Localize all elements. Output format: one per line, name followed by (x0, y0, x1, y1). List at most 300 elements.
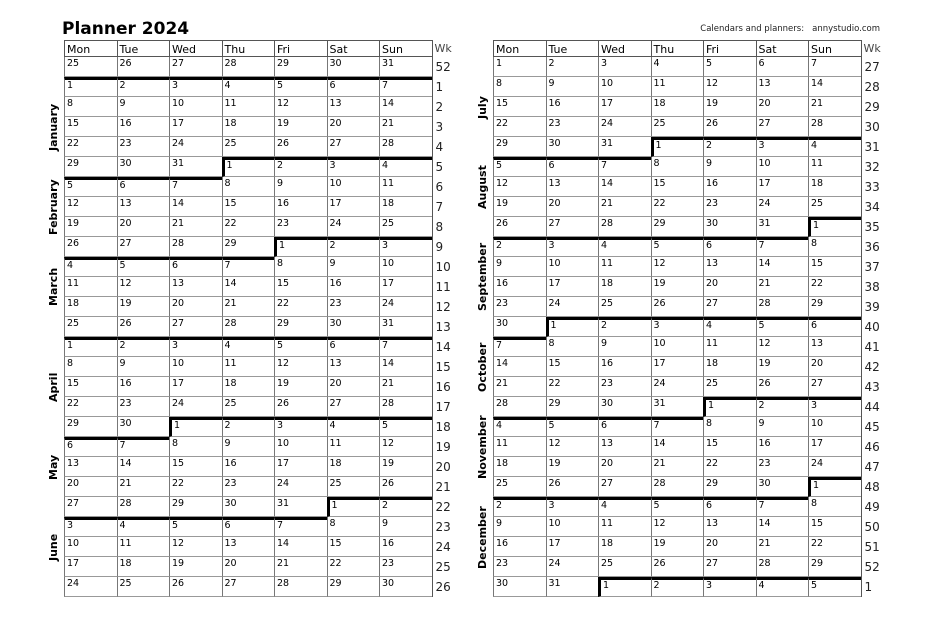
day-cell[interactable]: 22 (808, 537, 861, 557)
day-cell[interactable]: 17 (808, 437, 861, 457)
day-cell[interactable]: 5 (756, 317, 809, 337)
day-cell[interactable]: 3 (546, 237, 599, 257)
day-cell[interactable]: 19 (493, 197, 546, 217)
day-cell[interactable]: 2 (222, 417, 275, 437)
day-cell[interactable]: 28 (756, 297, 809, 317)
day-cell[interactable]: 2 (117, 337, 170, 357)
day-cell[interactable]: 27 (756, 117, 809, 137)
day-cell[interactable]: 2 (651, 577, 704, 597)
day-cell[interactable]: 1 (64, 337, 117, 357)
day-cell[interactable]: 2 (117, 77, 170, 97)
day-cell[interactable]: 21 (756, 537, 809, 557)
day-cell[interactable]: 1 (598, 577, 651, 597)
day-cell[interactable]: 27 (546, 217, 599, 237)
day-cell[interactable]: 20 (808, 357, 861, 377)
day-cell[interactable]: 21 (379, 377, 432, 397)
day-cell[interactable]: 25 (598, 297, 651, 317)
day-cell[interactable]: 1 (808, 217, 861, 237)
day-cell[interactable]: 21 (117, 477, 170, 497)
day-cell[interactable]: 14 (756, 257, 809, 277)
day-cell[interactable]: 5 (808, 577, 861, 597)
day-cell[interactable]: 6 (327, 77, 380, 97)
day-cell[interactable]: 22 (169, 477, 222, 497)
day-cell[interactable]: 22 (64, 397, 117, 417)
day-cell[interactable]: 31 (379, 317, 432, 337)
day-cell[interactable]: 24 (169, 137, 222, 157)
day-cell[interactable]: 30 (493, 317, 546, 337)
day-cell[interactable]: 22 (703, 457, 756, 477)
day-cell[interactable]: 20 (169, 297, 222, 317)
day-cell[interactable]: 6 (117, 177, 170, 197)
day-cell[interactable]: 19 (274, 117, 327, 137)
day-cell[interactable]: 24 (756, 197, 809, 217)
day-cell[interactable]: 31 (598, 137, 651, 157)
day-cell[interactable]: 23 (222, 477, 275, 497)
day-cell[interactable]: 13 (703, 257, 756, 277)
day-cell[interactable]: 9 (598, 337, 651, 357)
day-cell[interactable]: 25 (117, 577, 170, 597)
day-cell[interactable]: 27 (703, 297, 756, 317)
day-cell[interactable]: 4 (598, 237, 651, 257)
day-cell[interactable]: 7 (117, 437, 170, 457)
day-cell[interactable]: 28 (651, 477, 704, 497)
day-cell[interactable]: 18 (117, 557, 170, 577)
day-cell[interactable]: 2 (756, 397, 809, 417)
day-cell[interactable]: 7 (756, 497, 809, 517)
day-cell[interactable]: 14 (808, 77, 861, 97)
day-cell[interactable]: 10 (598, 77, 651, 97)
day-cell[interactable]: 23 (598, 377, 651, 397)
day-cell[interactable]: 4 (808, 137, 861, 157)
day-cell[interactable]: 4 (117, 517, 170, 537)
day-cell[interactable]: 5 (379, 417, 432, 437)
day-cell[interactable]: 26 (379, 477, 432, 497)
day-cell[interactable]: 8 (808, 497, 861, 517)
day-cell[interactable]: 20 (703, 537, 756, 557)
day-cell[interactable]: 23 (546, 117, 599, 137)
day-cell[interactable]: 26 (651, 297, 704, 317)
day-cell[interactable]: 12 (379, 437, 432, 457)
day-cell[interactable]: 8 (274, 257, 327, 277)
day-cell[interactable]: 10 (169, 357, 222, 377)
day-cell[interactable]: 18 (327, 457, 380, 477)
day-cell[interactable]: 27 (703, 557, 756, 577)
day-cell[interactable]: 10 (379, 257, 432, 277)
day-cell[interactable]: 10 (651, 337, 704, 357)
day-cell[interactable]: 14 (117, 457, 170, 477)
day-cell[interactable]: 12 (651, 517, 704, 537)
day-cell[interactable]: 6 (756, 57, 809, 77)
day-cell[interactable]: 8 (327, 517, 380, 537)
day-cell[interactable]: 17 (651, 357, 704, 377)
day-cell[interactable]: 30 (598, 397, 651, 417)
day-cell[interactable]: 21 (598, 197, 651, 217)
day-cell[interactable]: 6 (222, 517, 275, 537)
day-cell[interactable]: 15 (493, 97, 546, 117)
day-cell[interactable]: 13 (64, 457, 117, 477)
day-cell[interactable]: 22 (327, 557, 380, 577)
day-cell[interactable]: 10 (327, 177, 380, 197)
day-cell[interactable]: 19 (703, 97, 756, 117)
day-cell[interactable]: 24 (546, 557, 599, 577)
day-cell[interactable]: 6 (808, 317, 861, 337)
day-cell[interactable]: 27 (327, 397, 380, 417)
day-cell[interactable]: 19 (64, 217, 117, 237)
day-cell[interactable]: 21 (222, 297, 275, 317)
day-cell[interactable]: 7 (222, 257, 275, 277)
day-cell[interactable]: 7 (379, 77, 432, 97)
day-cell[interactable]: 31 (379, 57, 432, 77)
day-cell[interactable]: 28 (169, 237, 222, 257)
day-cell[interactable]: 8 (64, 97, 117, 117)
day-cell[interactable]: 11 (327, 437, 380, 457)
day-cell[interactable]: 29 (327, 577, 380, 597)
day-cell[interactable]: 24 (651, 377, 704, 397)
day-cell[interactable]: 25 (64, 317, 117, 337)
day-cell[interactable]: 28 (117, 497, 170, 517)
day-cell[interactable]: 12 (169, 537, 222, 557)
day-cell[interactable]: 16 (493, 277, 546, 297)
day-cell[interactable]: 23 (117, 137, 170, 157)
day-cell[interactable]: 17 (379, 277, 432, 297)
day-cell[interactable]: 30 (703, 217, 756, 237)
day-cell[interactable]: 27 (64, 497, 117, 517)
day-cell[interactable]: 17 (327, 197, 380, 217)
day-cell[interactable]: 2 (703, 137, 756, 157)
day-cell[interactable]: 9 (222, 437, 275, 457)
day-cell[interactable]: 17 (169, 377, 222, 397)
day-cell[interactable]: 3 (808, 397, 861, 417)
day-cell[interactable]: 24 (808, 457, 861, 477)
day-cell[interactable]: 19 (169, 557, 222, 577)
day-cell[interactable]: 16 (493, 537, 546, 557)
day-cell[interactable]: 6 (64, 437, 117, 457)
day-cell[interactable]: 2 (546, 57, 599, 77)
day-cell[interactable]: 13 (117, 197, 170, 217)
day-cell[interactable]: 13 (327, 97, 380, 117)
day-cell[interactable]: 12 (493, 177, 546, 197)
day-cell[interactable]: 22 (493, 117, 546, 137)
day-cell[interactable]: 27 (327, 137, 380, 157)
day-cell[interactable]: 9 (756, 417, 809, 437)
day-cell[interactable]: 12 (703, 77, 756, 97)
day-cell[interactable]: 23 (703, 197, 756, 217)
day-cell[interactable]: 16 (327, 277, 380, 297)
day-cell[interactable]: 31 (546, 577, 599, 597)
day-cell[interactable]: 25 (493, 477, 546, 497)
day-cell[interactable]: 7 (651, 417, 704, 437)
day-cell[interactable]: 21 (493, 377, 546, 397)
day-cell[interactable]: 28 (222, 317, 275, 337)
day-cell[interactable]: 30 (493, 577, 546, 597)
day-cell[interactable]: 9 (493, 257, 546, 277)
day-cell[interactable]: 30 (327, 317, 380, 337)
day-cell[interactable]: 11 (379, 177, 432, 197)
day-cell[interactable]: 17 (546, 277, 599, 297)
day-cell[interactable]: 2 (274, 157, 327, 177)
day-cell[interactable]: 17 (64, 557, 117, 577)
day-cell[interactable]: 20 (117, 217, 170, 237)
day-cell[interactable]: 25 (808, 197, 861, 217)
day-cell[interactable]: 19 (117, 297, 170, 317)
day-cell[interactable]: 6 (703, 497, 756, 517)
day-cell[interactable]: 26 (274, 397, 327, 417)
day-cell[interactable]: 2 (493, 497, 546, 517)
day-cell[interactable]: 8 (169, 437, 222, 457)
day-cell[interactable]: 29 (493, 137, 546, 157)
day-cell[interactable]: 15 (651, 177, 704, 197)
day-cell[interactable]: 9 (379, 517, 432, 537)
day-cell[interactable]: 14 (169, 197, 222, 217)
day-cell[interactable]: 25 (703, 377, 756, 397)
day-cell[interactable]: 19 (651, 277, 704, 297)
day-cell[interactable]: 30 (222, 497, 275, 517)
day-cell[interactable]: 18 (222, 377, 275, 397)
day-cell[interactable]: 7 (808, 57, 861, 77)
day-cell[interactable]: 30 (756, 477, 809, 497)
day-cell[interactable]: 15 (169, 457, 222, 477)
day-cell[interactable]: 5 (546, 417, 599, 437)
day-cell[interactable]: 17 (546, 537, 599, 557)
day-cell[interactable]: 26 (64, 237, 117, 257)
day-cell[interactable]: 26 (274, 137, 327, 157)
day-cell[interactable]: 20 (327, 377, 380, 397)
day-cell[interactable]: 16 (117, 377, 170, 397)
day-cell[interactable]: 16 (222, 457, 275, 477)
day-cell[interactable]: 11 (651, 77, 704, 97)
day-cell[interactable]: 8 (546, 337, 599, 357)
day-cell[interactable]: 19 (651, 537, 704, 557)
day-cell[interactable]: 10 (808, 417, 861, 437)
day-cell[interactable]: 26 (117, 317, 170, 337)
day-cell[interactable]: 23 (327, 297, 380, 317)
day-cell[interactable]: 19 (379, 457, 432, 477)
day-cell[interactable]: 7 (598, 157, 651, 177)
day-cell[interactable]: 2 (493, 237, 546, 257)
day-cell[interactable]: 25 (64, 57, 117, 77)
day-cell[interactable]: 24 (327, 217, 380, 237)
day-cell[interactable]: 29 (64, 417, 117, 437)
day-cell[interactable]: 1 (703, 397, 756, 417)
day-cell[interactable]: 3 (756, 137, 809, 157)
day-cell[interactable]: 24 (546, 297, 599, 317)
day-cell[interactable]: 21 (274, 557, 327, 577)
day-cell[interactable]: 25 (379, 217, 432, 237)
day-cell[interactable]: 3 (703, 577, 756, 597)
day-cell[interactable]: 4 (222, 337, 275, 357)
day-cell[interactable]: 17 (598, 97, 651, 117)
day-cell[interactable]: 9 (703, 157, 756, 177)
day-cell[interactable]: 5 (493, 157, 546, 177)
day-cell[interactable]: 5 (117, 257, 170, 277)
day-cell[interactable]: 15 (546, 357, 599, 377)
day-cell[interactable]: 6 (327, 337, 380, 357)
day-cell[interactable]: 21 (808, 97, 861, 117)
day-cell[interactable]: 27 (808, 377, 861, 397)
day-cell[interactable]: 16 (117, 117, 170, 137)
day-cell[interactable]: 26 (703, 117, 756, 137)
day-cell[interactable]: 25 (598, 557, 651, 577)
day-cell[interactable]: 22 (651, 197, 704, 217)
day-cell[interactable]: 26 (117, 57, 170, 77)
day-cell[interactable]: 8 (222, 177, 275, 197)
day-cell[interactable]: 28 (379, 137, 432, 157)
day-cell[interactable]: 21 (756, 277, 809, 297)
day-cell[interactable]: 8 (808, 237, 861, 257)
day-cell[interactable]: 11 (222, 97, 275, 117)
day-cell[interactable]: 30 (546, 137, 599, 157)
day-cell[interactable]: 26 (756, 377, 809, 397)
day-cell[interactable]: 10 (756, 157, 809, 177)
day-cell[interactable]: 14 (651, 437, 704, 457)
day-cell[interactable]: 25 (222, 397, 275, 417)
day-cell[interactable]: 13 (703, 517, 756, 537)
day-cell[interactable]: 31 (756, 217, 809, 237)
day-cell[interactable]: 7 (274, 517, 327, 537)
day-cell[interactable]: 26 (493, 217, 546, 237)
day-cell[interactable]: 28 (222, 57, 275, 77)
day-cell[interactable]: 26 (546, 477, 599, 497)
day-cell[interactable]: 27 (598, 477, 651, 497)
day-cell[interactable]: 21 (379, 117, 432, 137)
day-cell[interactable]: 5 (169, 517, 222, 537)
day-cell[interactable]: 18 (703, 357, 756, 377)
day-cell[interactable]: 16 (598, 357, 651, 377)
day-cell[interactable]: 22 (64, 137, 117, 157)
day-cell[interactable]: 8 (651, 157, 704, 177)
day-cell[interactable]: 9 (117, 357, 170, 377)
day-cell[interactable]: 9 (327, 257, 380, 277)
day-cell[interactable]: 27 (222, 577, 275, 597)
day-cell[interactable]: 10 (546, 517, 599, 537)
day-cell[interactable]: 20 (598, 457, 651, 477)
day-cell[interactable]: 12 (546, 437, 599, 457)
day-cell[interactable]: 27 (117, 237, 170, 257)
day-cell[interactable]: 14 (379, 357, 432, 377)
day-cell[interactable]: 14 (222, 277, 275, 297)
day-cell[interactable]: 28 (808, 117, 861, 137)
day-cell[interactable]: 29 (546, 397, 599, 417)
day-cell[interactable]: 13 (546, 177, 599, 197)
day-cell[interactable]: 8 (703, 417, 756, 437)
day-cell[interactable]: 12 (64, 197, 117, 217)
day-cell[interactable]: 3 (274, 417, 327, 437)
day-cell[interactable]: 31 (274, 497, 327, 517)
day-cell[interactable]: 9 (546, 77, 599, 97)
day-cell[interactable]: 10 (546, 257, 599, 277)
day-cell[interactable]: 6 (546, 157, 599, 177)
day-cell[interactable]: 13 (598, 437, 651, 457)
day-cell[interactable]: 1 (651, 137, 704, 157)
day-cell[interactable]: 15 (808, 257, 861, 277)
day-cell[interactable]: 3 (327, 157, 380, 177)
day-cell[interactable]: 11 (493, 437, 546, 457)
day-cell[interactable]: 17 (756, 177, 809, 197)
day-cell[interactable]: 1 (64, 77, 117, 97)
day-cell[interactable]: 24 (274, 477, 327, 497)
day-cell[interactable]: 24 (598, 117, 651, 137)
day-cell[interactable]: 22 (808, 277, 861, 297)
day-cell[interactable]: 15 (703, 437, 756, 457)
day-cell[interactable]: 12 (274, 97, 327, 117)
day-cell[interactable]: 29 (808, 297, 861, 317)
day-cell[interactable]: 21 (169, 217, 222, 237)
day-cell[interactable]: 23 (379, 557, 432, 577)
day-cell[interactable]: 18 (493, 457, 546, 477)
day-cell[interactable]: 10 (274, 437, 327, 457)
day-cell[interactable]: 15 (274, 277, 327, 297)
day-cell[interactable]: 14 (274, 537, 327, 557)
day-cell[interactable]: 23 (493, 297, 546, 317)
day-cell[interactable]: 7 (379, 337, 432, 357)
day-cell[interactable]: 20 (64, 477, 117, 497)
day-cell[interactable]: 14 (598, 177, 651, 197)
day-cell[interactable]: 30 (117, 417, 170, 437)
day-cell[interactable]: 28 (598, 217, 651, 237)
day-cell[interactable]: 31 (169, 157, 222, 177)
day-cell[interactable]: 29 (64, 157, 117, 177)
day-cell[interactable]: 14 (493, 357, 546, 377)
day-cell[interactable]: 3 (379, 237, 432, 257)
day-cell[interactable]: 2 (598, 317, 651, 337)
day-cell[interactable]: 7 (169, 177, 222, 197)
day-cell[interactable]: 28 (493, 397, 546, 417)
day-cell[interactable]: 26 (169, 577, 222, 597)
day-cell[interactable]: 28 (756, 557, 809, 577)
day-cell[interactable]: 11 (703, 337, 756, 357)
day-cell[interactable]: 1 (493, 57, 546, 77)
day-cell[interactable]: 12 (117, 277, 170, 297)
day-cell[interactable]: 22 (546, 377, 599, 397)
day-cell[interactable]: 5 (703, 57, 756, 77)
day-cell[interactable]: 1 (222, 157, 275, 177)
day-cell[interactable]: 19 (756, 357, 809, 377)
day-cell[interactable]: 4 (493, 417, 546, 437)
day-cell[interactable]: 4 (651, 57, 704, 77)
day-cell[interactable]: 21 (651, 457, 704, 477)
day-cell[interactable]: 10 (169, 97, 222, 117)
day-cell[interactable]: 18 (598, 277, 651, 297)
day-cell[interactable]: 4 (327, 417, 380, 437)
day-cell[interactable]: 18 (808, 177, 861, 197)
day-cell[interactable]: 15 (222, 197, 275, 217)
day-cell[interactable]: 18 (379, 197, 432, 217)
day-cell[interactable]: 25 (327, 477, 380, 497)
day-cell[interactable]: 5 (274, 77, 327, 97)
day-cell[interactable]: 23 (493, 557, 546, 577)
day-cell[interactable]: 30 (379, 577, 432, 597)
day-cell[interactable]: 16 (274, 197, 327, 217)
day-cell[interactable]: 28 (274, 577, 327, 597)
day-cell[interactable]: 6 (169, 257, 222, 277)
day-cell[interactable]: 5 (651, 237, 704, 257)
day-cell[interactable]: 1 (169, 417, 222, 437)
day-cell[interactable]: 4 (379, 157, 432, 177)
day-cell[interactable]: 13 (327, 357, 380, 377)
day-cell[interactable]: 9 (274, 177, 327, 197)
day-cell[interactable]: 7 (756, 237, 809, 257)
day-cell[interactable]: 17 (169, 117, 222, 137)
day-cell[interactable]: 23 (274, 217, 327, 237)
day-cell[interactable]: 29 (651, 217, 704, 237)
day-cell[interactable]: 8 (493, 77, 546, 97)
day-cell[interactable]: 16 (756, 437, 809, 457)
day-cell[interactable]: 18 (598, 537, 651, 557)
day-cell[interactable]: 3 (598, 57, 651, 77)
day-cell[interactable]: 3 (546, 497, 599, 517)
day-cell[interactable]: 30 (327, 57, 380, 77)
day-cell[interactable]: 29 (274, 57, 327, 77)
